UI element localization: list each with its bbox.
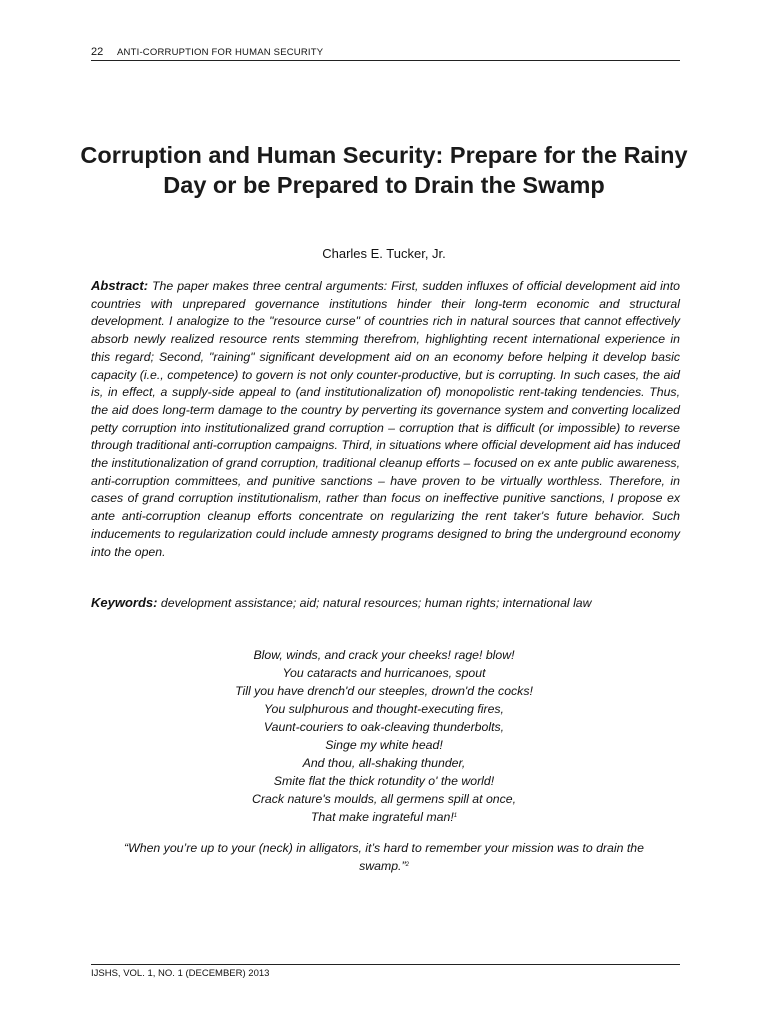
- abstract-label: Abstract:: [91, 278, 149, 293]
- footnote-mark[interactable]: 1: [453, 813, 458, 819]
- poem-line: Singe my white head!: [325, 738, 443, 752]
- quote-text: “When you’re up to your (neck) in alligators, it’s hard to remember your mission was to drain the swamp.”: [124, 841, 644, 873]
- poem-line: Crack nature's moulds, all germens spill at once,: [251, 792, 517, 806]
- page-number: 22: [91, 46, 104, 58]
- poem-line: Smite flat the thick rotundity o' the world!: [273, 774, 495, 788]
- abstract-text: The paper makes three central arguments: First, sudden influxes of official development aid into countries with unprepared governance institutions hinder their long-term economic and structural development. I analogize to the "resource curse" of countries rich in natural sources that cannot effectively absorb newly realized resource rents stemming therefrom, highlighting recent international experience in this regard; Second, "raining" significant development aid on an economy before helping it develop basic capacity (i.e., competence) to govern is not only counter-productive, but is corrupting. In such cases, the aid is, in effect, a supply-side appeal to (and institutionalization of) monopolistic rent-taking tendencies. Thus, the aid does long-term damage to the country by perverting its governance system and converting localized petty corruption into institutionalized grand corruption – corruption that is difficult (or impossible) to reverse through traditional anti-corruption campaigns. Third, in situations where official development aid has induced the institutionalization of grand corruption, traditional cleanup efforts – focused on ex ante public awareness, anti-corruption committees, and punitive sanctions – have proven to be virtually worthless. Therefore, in cases of grand corruption institutionalism, rather than focus on ineffective punitive sanctions, I propose ex ante anti-corruption cleanup efforts concentrate on regularizing the rent taker's future behavior. Such inducements to regularization could include amnesty programs designed to bring the underground economy into the open.: [91, 279, 680, 559]
- poem-line: And thou, all-shaking thunder,: [302, 756, 466, 770]
- journal-citation: IJSHS, VOL. 1, NO. 1 (DECEMBER) 2013: [91, 964, 680, 979]
- poem-line: You sulphurous and thought-executing fires,: [264, 702, 504, 716]
- epigraph-poem: [150, 646, 618, 826]
- poem-line: You cataracts and hurricanoes, spout: [282, 666, 486, 680]
- poem-line: Vaunt-couriers to oak-cleaving thunderbolts,: [263, 720, 505, 734]
- poem-line-last: [150, 808, 618, 826]
- poem-line: Blow, winds, and crack your cheeks! rage! blow!: [253, 648, 515, 662]
- keywords-text: development assistance; aid; natural resources; human rights; international law: [160, 596, 592, 610]
- keywords-label: Keywords:: [91, 595, 158, 610]
- poem-line: Till you have drench'd our steeples, drown'd the cocks!: [235, 684, 533, 698]
- epigraph-quote: [100, 839, 668, 875]
- footnote-mark[interactable]: 2: [405, 862, 409, 868]
- paper-title: Corruption and Human Security: Prepare for the Rainy Day or be Prepared to Drain the Swamp: [80, 142, 688, 198]
- poem-line: That make ingrateful man!: [310, 810, 454, 824]
- author-name: Charles E. Tucker, Jr.: [322, 246, 446, 261]
- running-title: ANTI-CORRUPTION FOR HUMAN SECURITY: [117, 47, 324, 58]
- abstract: [91, 277, 680, 561]
- keywords: [91, 595, 680, 610]
- running-header: [91, 44, 680, 61]
